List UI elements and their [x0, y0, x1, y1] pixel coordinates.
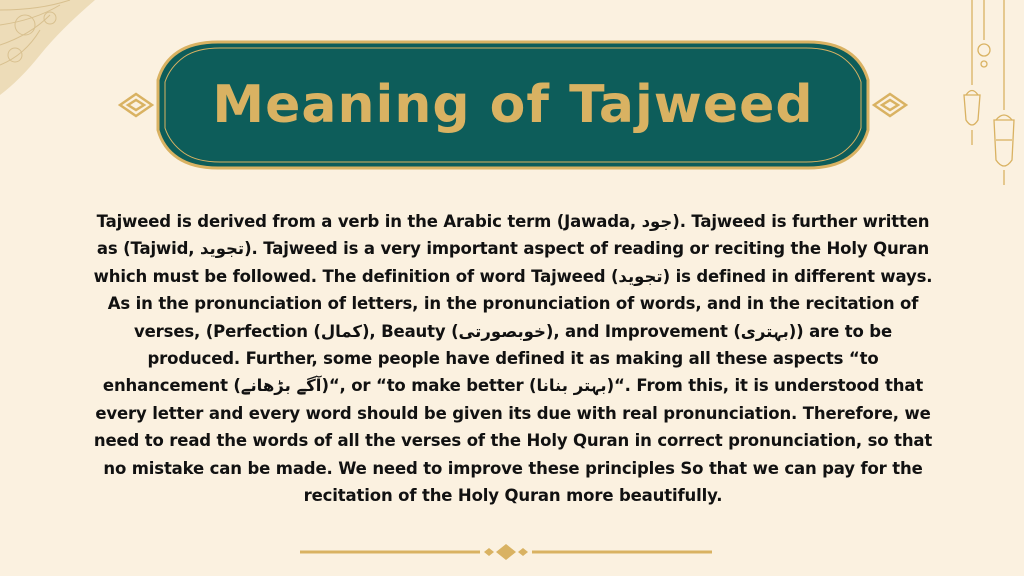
islamic-pattern-corner-icon [0, 0, 130, 110]
hanging-lanterns-icon [954, 0, 1024, 200]
gold-diamond-divider-icon [300, 542, 712, 562]
title-banner [118, 40, 908, 170]
body-paragraph: Tajweed is derived from a verb in the Arabic term (Jawada, جود). Tajweed is further written as (Tajwid, تجوید). Tajweed is a very important aspect of reading or reciting the Holy Quran which must be followed. The definition of word Tajweed (تجوید) is defined in different ways. As in the pronunciation of letters, in the pronunciation of words, and in the recitation of verses, (Perfection (کمال), Beauty (خوبصورتی), and Improvement (بہتری)) are to be produced. Further, some people have defined it as making all these aspects “to enhancement (آگے بڑھانے)“, or “to make better (بہتر بنانا)“. From this, it is understood that every letter and every word should be given its due with real pronunciation. Therefore, we need to read the words of all the verses of the Holy Quran in correct pronunciation, so that no mistake can be made. We need to improve these principles So that we can pay for the recitation of the Holy Quran more beautifully. [93, 212, 933, 506]
page-title: Meaning of Tajweed [212, 75, 814, 135]
